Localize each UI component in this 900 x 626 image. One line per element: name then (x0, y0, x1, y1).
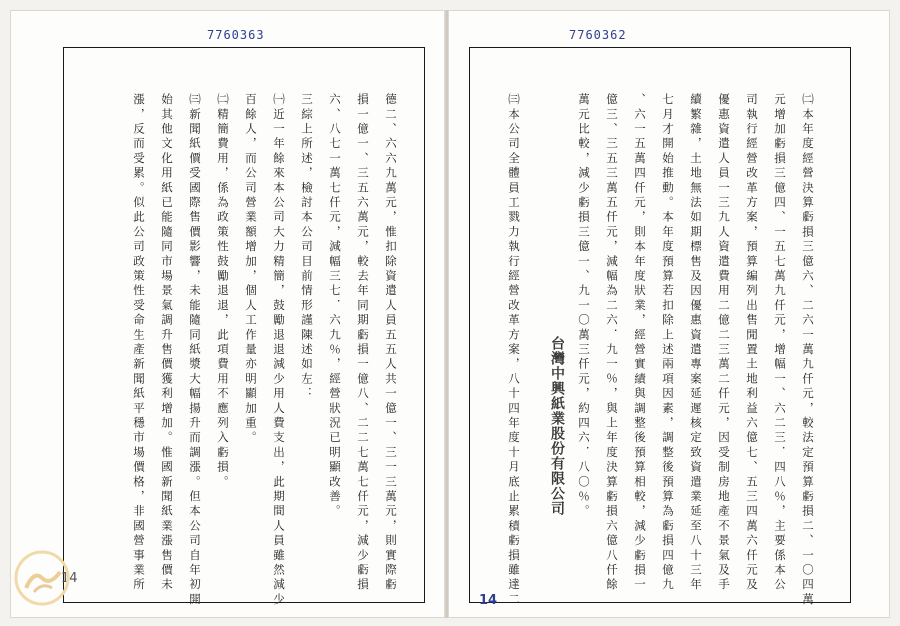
left-column-2: 損一億一、三五六萬元，較去年同期虧損一億八、二二七萬七仟元，減少虧損 (356, 93, 370, 593)
right-column-3: 司執行經營改革方案，預算編列出售閒置土地利益六億七、五三四萬六仟元及 (745, 93, 759, 593)
left-column-4: 三綜上所述，檢討本公司目前情形謹陳述如左： (300, 93, 314, 402)
left-column-6: 百餘人，而公司營業額增加，個人工作量亦明顯加重。 (244, 93, 258, 446)
right-column-7: 、六一五萬四仟元，則本年度狀業，經營實績與調整後預算相較，減少虧損一 (633, 93, 647, 593)
left-column-5: ㈠近一年餘來本公司大力精簡，鼓勵退退減少用人費支出，此期間人員雖然減少 (272, 93, 286, 608)
left-page-serial-number: 7760363 (207, 28, 265, 42)
left-page-number: 14 (61, 571, 78, 586)
right-column-10: ㈢本公司全體員工戮力執行經營改革方案，八十四年度十月底止累積虧損雖達二 (507, 93, 521, 608)
left-page (10, 10, 446, 618)
right-column-2: 元增加虧損三億四、一五七萬九仟元，增幅一、六二三．四八％，主要係本公 (773, 93, 787, 593)
left-column-1: 德二、六六九萬元，惟扣除資遣人員五五人共一億一、三一三萬元，則實際虧 (384, 93, 398, 593)
right-page (448, 10, 890, 618)
left-column-10: 漲，反而受累。似此公司政策性受命生產新聞紙平穩市場價格，非國營事業所 (132, 93, 146, 593)
right-page-serial-number: 7760362 (569, 28, 627, 42)
right-page-number: 14 (479, 593, 498, 608)
left-column-7: ㈡精簡費用，係為政策性鼓勵退退，此項費用不應列入虧損。 (216, 93, 230, 490)
archive-watermark-logo-icon (12, 548, 72, 608)
company-name-stamp: 台灣中興紙業股份有限公司 (549, 336, 565, 516)
right-column-9: 萬元比較，減少虧損三億一、九一〇萬三仟元，約四六．八〇％。 (577, 93, 591, 520)
left-column-3: 六、八七一萬七仟元，減幅三七．六九％，經營狀況已明顯改善。 (328, 93, 342, 520)
right-column-8: 億三、三五三萬五仟元，減幅為二六．九一％，與上年度決算虧損六億八仟餘 (605, 93, 619, 593)
left-column-9: 始其他文化用紙已能隨同市場景氣調升售價獲利增加。惟國新聞紙業漲售價未 (160, 93, 174, 593)
left-column-8: ㈢新聞紙價受國際售價影響，未能隨同紙漿大幅揚升而調漲。但本公司自年初開 (188, 93, 202, 608)
right-column-1: ㈡本年度經營決算虧損三億六、二六一萬九仟元，較法定預算虧損二、一〇四萬 (801, 93, 815, 608)
right-column-4: 優惠資遣人員一三九人資遣費用二億二三萬二仟元，因受制房地產不景氣及手 (717, 93, 731, 593)
right-page-text-frame (469, 47, 851, 603)
right-column-5: 續繁雜，土地無法如期標售及因優惠資遣專案延遲核定致資遣業延至八十三年 (689, 93, 703, 593)
right-column-6: 七月才開始推動。本年度預算若扣除上述兩項因素，調整後預算為虧損四億九 (661, 93, 675, 593)
